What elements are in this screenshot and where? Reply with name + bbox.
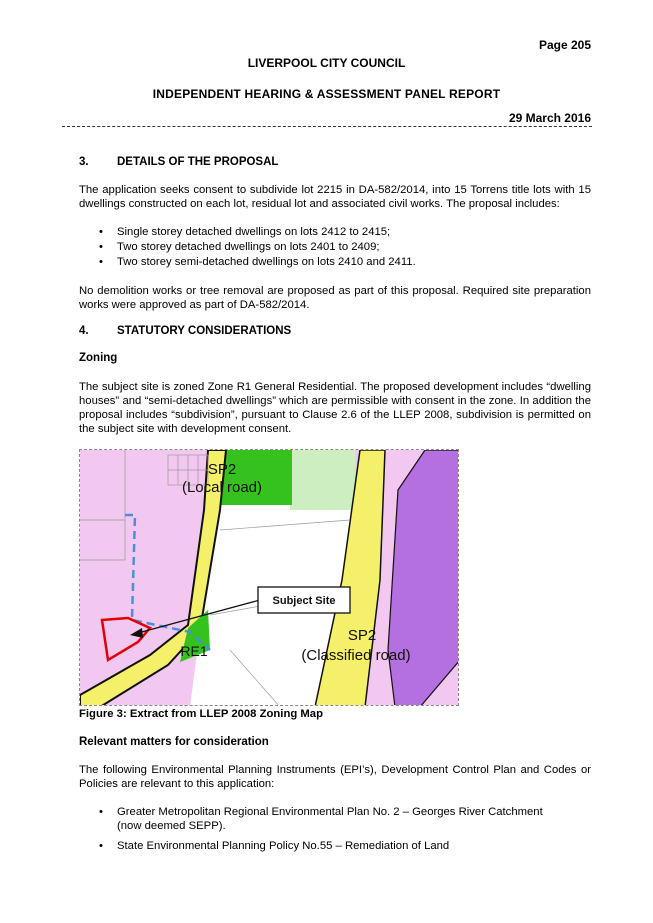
section-title: DETAILS OF THE PROPOSAL <box>117 156 279 168</box>
label-subject-site: Subject Site <box>272 595 336 607</box>
section-number: 4. <box>79 325 89 337</box>
relevant-intro: The following Environmental Planning Instruments (EPI’s), Development Control Plan and Codes or Policies are relevant to this application: <box>79 764 591 790</box>
zoning-heading: Zoning <box>79 352 118 364</box>
relevant-matters-heading: Relevant matters for consideration <box>79 736 269 748</box>
label-re1: RE1 <box>180 643 208 659</box>
label-local-road: (Local road) <box>181 479 263 496</box>
page-number: Page 205 <box>538 38 591 52</box>
figure-caption: Figure 3: Extract from LLEP 2008 Zoning Map <box>79 708 323 720</box>
proposal-closing: No demolition works or tree removal are proposed as part of this proposal. Required site preparation works were approved as part of DA-582/2014. <box>79 285 591 311</box>
proposal-intro: The application seeks consent to subdivide lot 2215 in DA-582/2014, into 15 Torrens title lots with 15 dwellings constructed on each lot, residual lot and associated civil works. The proposal includes: <box>79 184 591 210</box>
council-name: LIVERPOOL CITY COUNCIL <box>247 56 406 70</box>
light-green-zone <box>290 450 355 510</box>
report-title: INDEPENDENT HEARING & ASSESSMENT PANEL REPORT <box>152 87 501 101</box>
list-item: • Two storey semi-detached dwellings on lots 2410 and 2411. <box>79 255 591 270</box>
zoning-text: The subject site is zoned Zone R1 General Residential. The proposed development includes “dwelling houses” and “semi-detached dwellings” which are permissible with consent in the zone. In addition the proposal includes “subdivision”, pursuant to Clause 2.6 of the LLEP 2008, subdivision is permitted on the subject site with development consent. <box>79 381 591 435</box>
section-number: 3. <box>79 156 89 168</box>
list-item: • Single storey detached dwellings on lots 2412 to 2415; <box>79 225 591 240</box>
header-divider <box>62 126 592 127</box>
report-date: 29 March 2016 <box>508 111 591 125</box>
label-classified-road: (Classified road) <box>301 647 411 664</box>
list-item: • State Environmental Planning Policy No.55 – Remediation of Land <box>79 839 591 853</box>
epi-list <box>79 805 591 853</box>
list-item: • Two storey detached dwellings on lots 2401 to 2409; <box>79 240 591 255</box>
section-3-heading <box>79 156 278 168</box>
label-sp2-local: SP2 <box>207 461 237 478</box>
infrastructure-zone <box>388 450 459 706</box>
zoning-map <box>79 449 459 706</box>
zoning-map-graphic <box>80 450 459 706</box>
section-title: STATUTORY CONSIDERATIONS <box>117 325 292 337</box>
section-4-heading <box>79 325 291 337</box>
list-item: • Greater Metropolitan Regional Environmental Plan No. 2 – Georges River Catchment (now deemed SEPP). <box>79 805 591 833</box>
proposal-list <box>79 225 591 270</box>
label-sp2-classified: SP2 <box>347 627 377 644</box>
